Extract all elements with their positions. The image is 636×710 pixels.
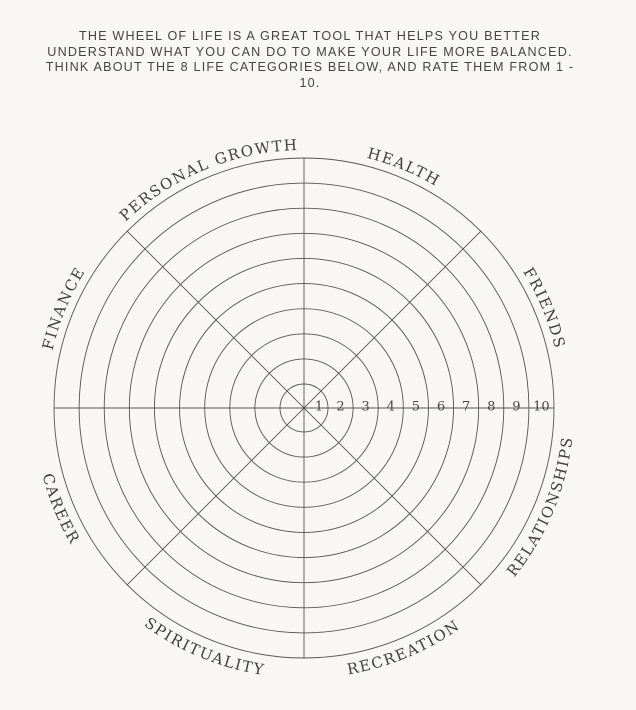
category-label-finance: FINANCE	[38, 263, 89, 352]
scale-number-8: 8	[487, 399, 496, 415]
category-label-career: CAREER	[38, 471, 84, 548]
category-label-personal-growth: PERSONAL GROWTH	[115, 135, 299, 225]
wheel-scale	[315, 400, 550, 415]
scale-number-6: 6	[436, 399, 446, 415]
category-label-relationships: RELATIONSHIPS	[503, 435, 577, 580]
scale-number-3: 3	[361, 399, 370, 415]
scale-number-1: 1	[314, 399, 324, 415]
scale-number-9: 9	[512, 399, 521, 415]
category-label-spirituality: SPIRITUALITY	[141, 613, 267, 680]
scale-number-7: 7	[461, 399, 471, 415]
category-label-health: HEALTH	[365, 144, 444, 191]
category-label-friends: FRIENDS	[519, 264, 569, 351]
scale-number-4: 4	[386, 399, 395, 415]
category-label-recreation: RECREATION	[345, 616, 464, 679]
scale-number-5: 5	[411, 399, 421, 415]
scale-number-2: 2	[336, 399, 345, 415]
wheel-category-labels	[39, 136, 577, 679]
intro-text: THE WHEEL OF LIFE IS A GREAT TOOL THAT HELPS YOU BETTER UNDERSTAND WHAT YOU CAN DO TO MAKE YOUR LIFE MORE BALANCED. THINK ABOUT THE 8 LIFE CATEGORIES BELOW, AND RATE THEM FROM 1 - 10.	[45, 29, 575, 90]
scale-number-10: 10	[533, 399, 550, 415]
wheel-spokes	[54, 158, 554, 658]
